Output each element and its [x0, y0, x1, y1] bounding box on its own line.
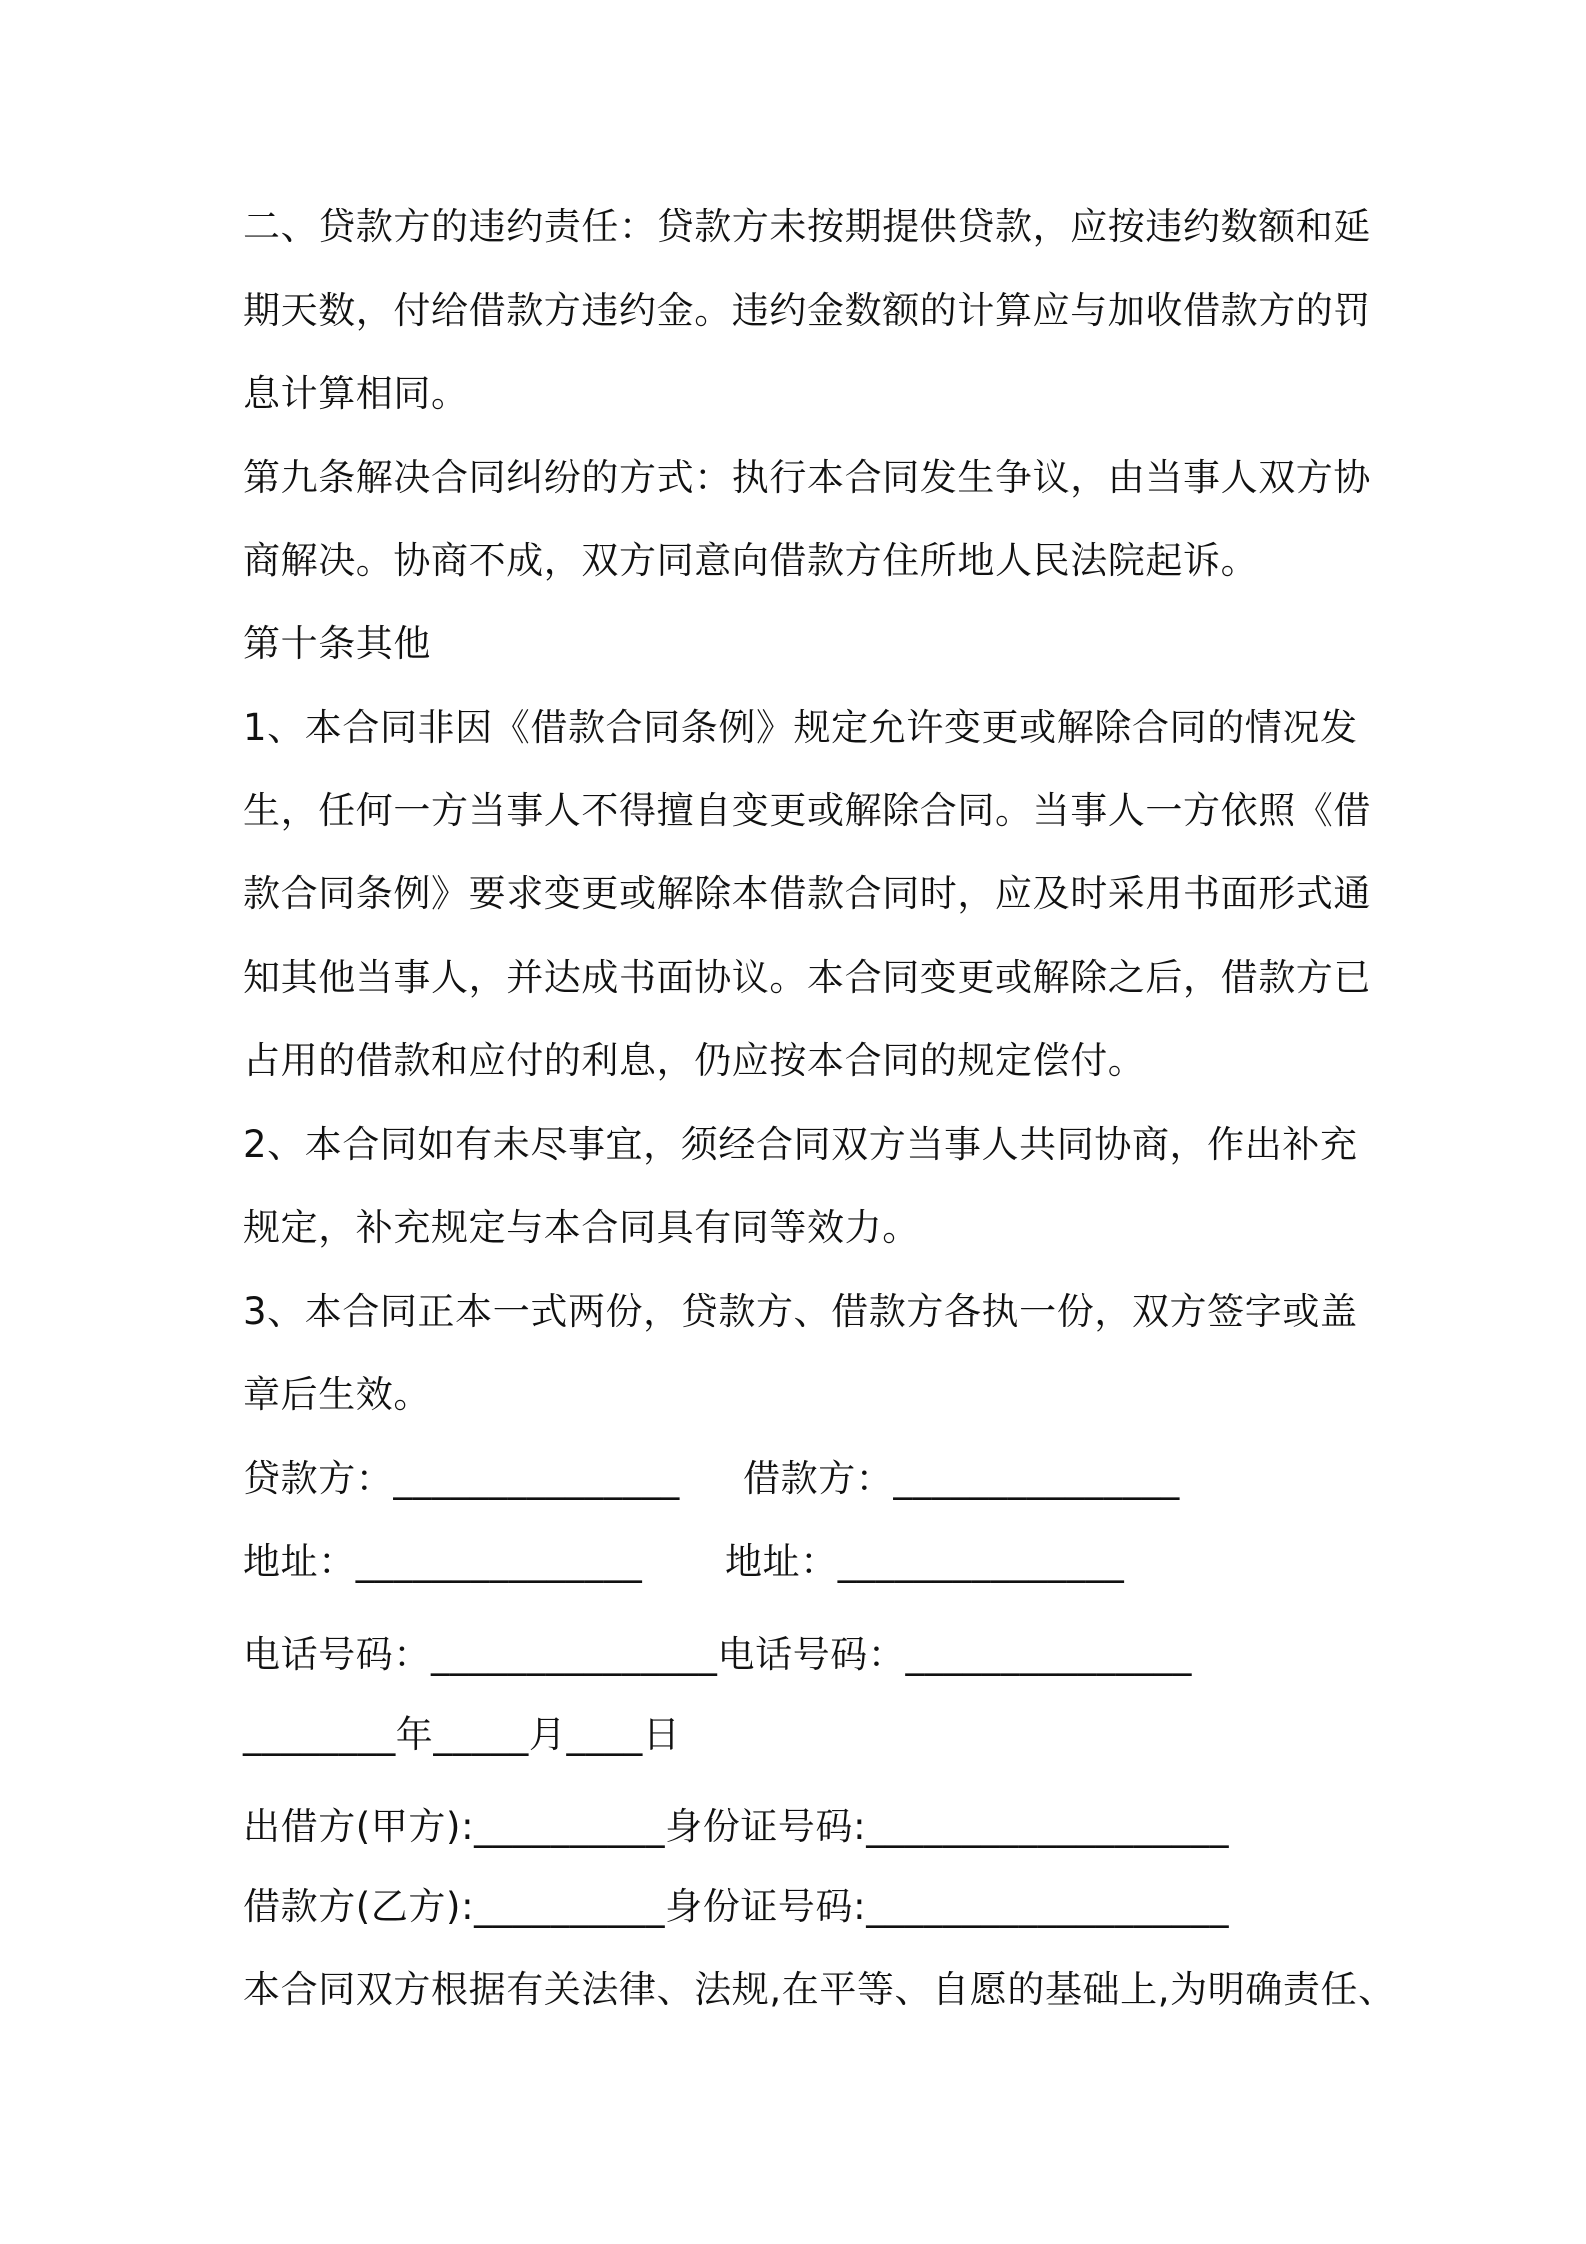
paragraph-line: 占用的借款和应付的利息，仍应按本合同的规定偿付。 — [243, 1039, 1146, 1082]
final-paragraph-line: 本合同双方根据有关法律、法规,在平等、自愿的基础上,为明确责任、 — [243, 1968, 1396, 2011]
borrower-signature-field: 借款方：_______________ — [743, 1457, 1180, 1500]
paragraph-line: 规定，补充规定与本合同具有同等效力。 — [243, 1206, 920, 1249]
lender-signature-field: 贷款方：_______________ — [243, 1457, 680, 1500]
borrower-address-field: 地址：_______________ — [725, 1540, 1125, 1583]
signature-row-address — [243, 1540, 1383, 1584]
lender-address-field: 地址：_______________ — [243, 1540, 643, 1583]
paragraph-line: 1、本合同非因《借款合同条例》规定允许变更或解除合同的情况发 — [243, 706, 1358, 749]
paragraph-line: 款合同条例》要求变更或解除本借款合同时，应及时采用书面形式通 — [243, 872, 1371, 915]
paragraph-line: 知其他当事人，并达成书面协议。本合同变更或解除之后，借款方已 — [243, 956, 1371, 999]
signature-date: ________年_____月____日 — [243, 1713, 681, 1756]
paragraph-line: 商解决。协商不成，双方同意向借款方住所地人民法院起诉。 — [243, 539, 1259, 582]
paragraph-line: 3、本合同正本一式两份，贷款方、借款方各执一份，双方签字或盖 — [243, 1290, 1358, 1333]
paragraph-line: 二、贷款方的违约责任：贷款方未按期提供贷款，应按违约数额和延 — [243, 205, 1371, 248]
signature-row-phone: 电话号码：_______________电话号码：_______________ — [243, 1633, 1192, 1676]
paragraph-line: 息计算相同。 — [243, 372, 469, 415]
article-heading-line: 第九条解决合同纠纷的方式：执行本合同发生争议，由当事人双方协 — [243, 456, 1371, 499]
paragraph-line: 2、本合同如有未尽事宜，须经合同双方当事人共同协商，作出补充 — [243, 1123, 1358, 1166]
borrower-id-row: 借款方(乙方):__________身份证号码:___________________ — [243, 1885, 1230, 1928]
lender-id-row: 出借方(甲方):__________身份证号码:___________________ — [243, 1805, 1230, 1848]
paragraph-line: 期天数，付给借款方违约金。违约金数额的计算应与加收借款方的罚 — [243, 289, 1371, 332]
paragraph-line: 生，任何一方当事人不得擅自变更或解除合同。当事人一方依照《借 — [243, 789, 1371, 832]
signature-row-parties — [243, 1457, 1383, 1501]
article-heading: 第十条其他 — [243, 622, 431, 665]
paragraph-line: 章后生效。 — [243, 1373, 431, 1416]
